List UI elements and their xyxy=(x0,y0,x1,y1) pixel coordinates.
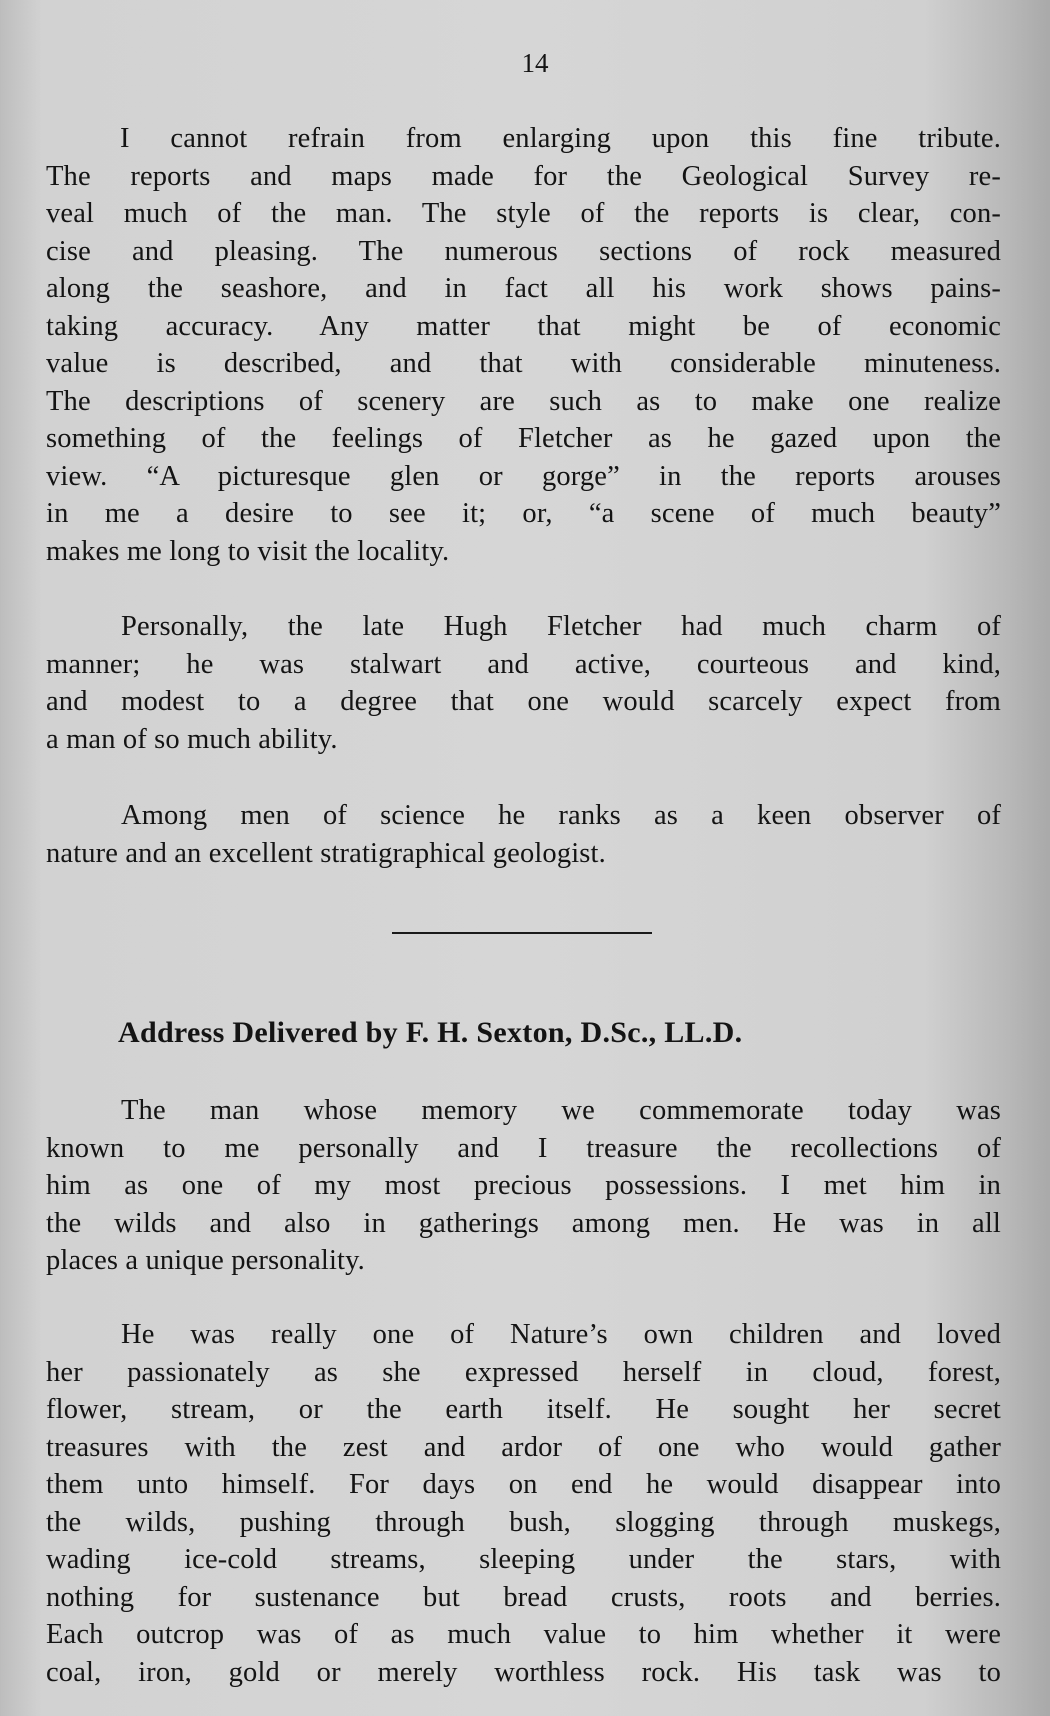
text-line: The man whose memory we commemorate today was xyxy=(121,1095,1001,1126)
text-line: nothing for sustenance but bread crusts, roots and berries. xyxy=(46,1581,1001,1613)
section-divider xyxy=(392,932,652,934)
text-line: Each outcrop was of as much value to him whether it were xyxy=(46,1619,1001,1650)
paragraph-personality xyxy=(46,608,1001,758)
paragraph-science xyxy=(46,797,1001,872)
text-line: flower, stream, or the earth itself. He sought her secret xyxy=(46,1394,1001,1425)
text-line: cise and pleasing. The numerous sections of rock measured xyxy=(46,235,1001,267)
paragraph-address-intro xyxy=(46,1092,1001,1280)
text-line: along the seashore, and in fact all his work shows pains- xyxy=(46,273,1001,304)
paragraph-nature xyxy=(46,1316,1001,1691)
text-line: places a unique personality. xyxy=(46,1245,365,1276)
text-line: a man of so much ability. xyxy=(46,723,338,755)
text-line: wading ice-cold streams, sleeping under the stars, with xyxy=(46,1544,1001,1575)
text-line: the wilds, pushing through bush, slogging through muskegs, xyxy=(46,1506,1001,1538)
text-line: The reports and maps made for the Geological Survey re- xyxy=(46,160,1001,192)
text-line: him as one of my most precious possessions. I met him in xyxy=(46,1170,1001,1201)
text-line: I cannot refrain from enlarging upon this fine tribute. xyxy=(120,123,1001,154)
text-line: the wilds and also in gatherings among men. He was in all xyxy=(46,1207,1001,1239)
text-line: makes me long to visit the locality. xyxy=(46,535,450,567)
text-line: view. “A picturesque glen or gorge” in the reports arouses xyxy=(46,460,1001,492)
text-line: her passionately as she expressed herself in cloud, forest, xyxy=(46,1356,1001,1388)
text-line: Personally, the late Hugh Fletcher had much charm of xyxy=(121,611,1001,642)
text-line: nature and an excellent stratigraphical geologist. xyxy=(46,837,606,869)
text-line: in me a desire to see it; or, “a scene of much beauty” xyxy=(46,498,1001,529)
paragraph-tribute xyxy=(46,120,1001,570)
text-line: The descriptions of scenery are such as to make one realize xyxy=(46,385,1001,417)
text-line: He was really one of Nature’s own children and loved xyxy=(121,1319,1001,1350)
text-line: and modest to a degree that one would scarcely expect from xyxy=(46,686,1001,717)
text-line: coal, iron, gold or merely worthless rock. His task was to xyxy=(46,1656,1001,1688)
page-number: 14 xyxy=(521,48,549,78)
section-heading: Address Delivered by F. H. Sexton, D.Sc., LL.D. xyxy=(118,1016,743,1049)
text-line: treasures with the zest and ardor of one who would gather xyxy=(46,1431,1001,1463)
text-line: known to me personally and I treasure the recollections of xyxy=(46,1132,1001,1164)
text-line: them unto himself. For days on end he would disappear into xyxy=(46,1469,1001,1500)
text-line: value is described, and that with considerable minuteness. xyxy=(46,348,1001,379)
text-line: taking accuracy. Any matter that might be of economic xyxy=(46,310,1001,342)
text-line: something of the feelings of Fletcher as he gazed upon the xyxy=(46,423,1001,454)
text-line: Among men of science he ranks as a keen observer of xyxy=(121,800,1001,831)
text-line: veal much of the man. The style of the reports is clear, con- xyxy=(46,198,1001,229)
text-line: manner; he was stalwart and active, courteous and kind, xyxy=(46,648,1001,680)
